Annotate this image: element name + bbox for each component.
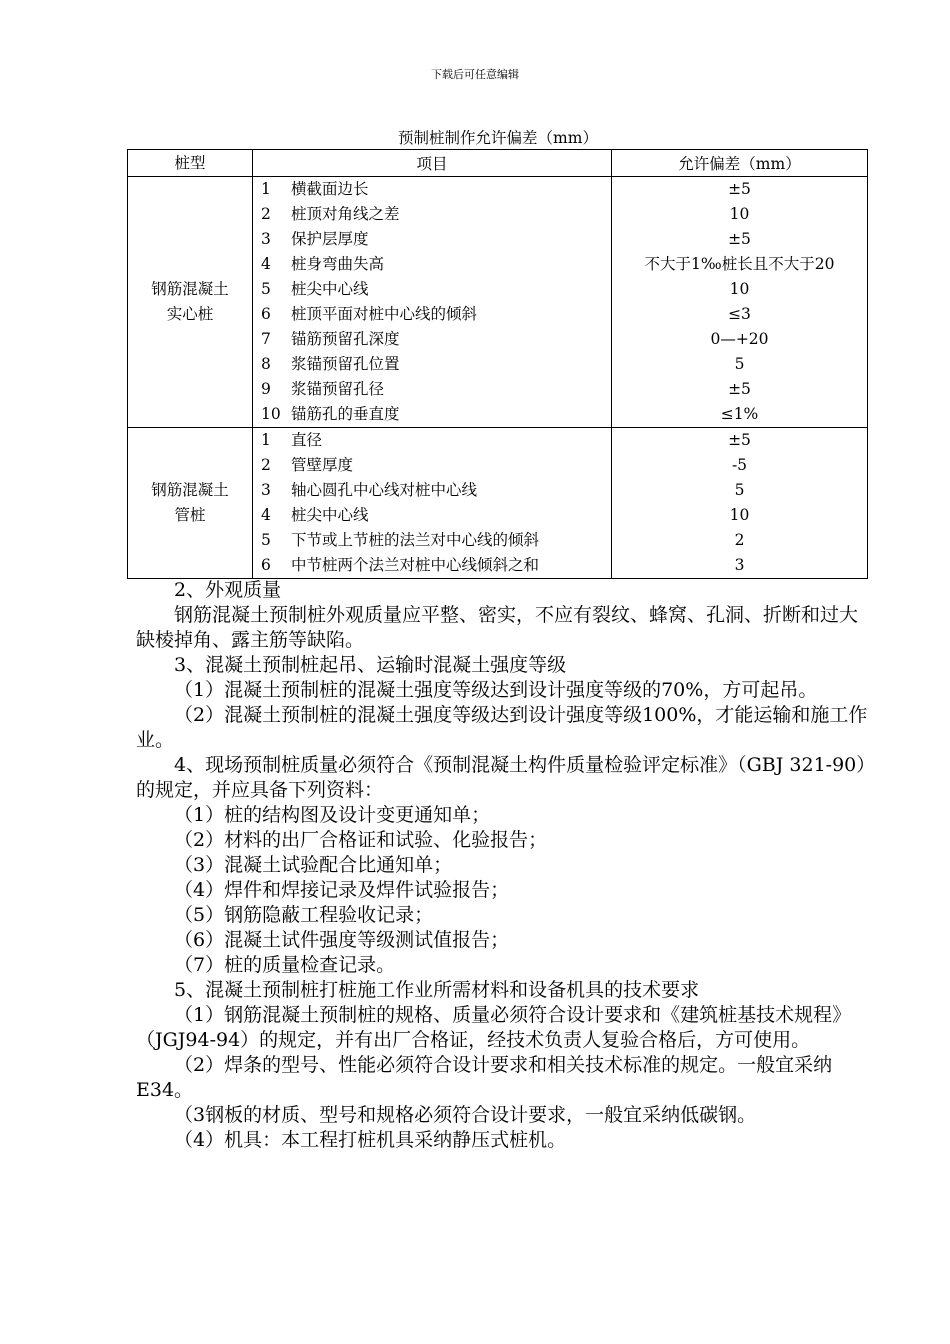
item-text: 管壁厚度 xyxy=(291,456,354,474)
item-row xyxy=(261,377,611,402)
tolerance-value: -5 xyxy=(731,456,748,474)
header-pile-type: 桩型 xyxy=(128,150,253,177)
section-heading: 2、外观质量 xyxy=(174,579,282,601)
paragraph: （2）混凝土预制桩的混凝土强度等级达到设计强度等级100%，才能运输和施工作业。 xyxy=(136,704,868,751)
pile-type-line: 管桩 xyxy=(174,506,206,524)
item-row xyxy=(261,277,611,302)
paragraph: （1）钢筋混凝土预制桩的规格、质量必须符合设计要求和《建筑桩基技术规程》（JGJ94-94）的规定，并有出厂合格证，经技术负责人复验合格后，方可使用。 xyxy=(136,1004,852,1051)
tolerance-value: 10 xyxy=(729,280,750,298)
page-header: 下载后可任意编辑 xyxy=(431,68,519,81)
group-pipe-pile xyxy=(128,428,868,579)
tolerance-value: 10 xyxy=(729,205,750,223)
item-row xyxy=(261,528,611,553)
pile-type-cell xyxy=(128,428,253,579)
item-no: 4 xyxy=(261,255,271,273)
list-item: （4）焊件和焊接记录及焊件试验报告； xyxy=(174,879,510,901)
header-tolerance: 允许偏差（mm） xyxy=(612,150,868,177)
item-text: 桩身弯曲失高 xyxy=(291,255,385,273)
section-heading: 5、混凝土预制桩打桩施工作业所需材料和设备机具的技术要求 xyxy=(174,979,700,1001)
item-no: 10 xyxy=(261,405,281,423)
group-solid-pile xyxy=(128,177,868,428)
item-no: 3 xyxy=(261,481,271,499)
document-body xyxy=(136,578,876,1153)
item-row xyxy=(261,302,611,327)
tolerance-cell xyxy=(612,177,868,428)
list-item: （5）钢筋隐蔽工程验收记录； xyxy=(174,904,434,926)
item-text: 保护层厚度 xyxy=(291,230,369,248)
item-row xyxy=(261,202,611,227)
tolerance-value: ±5 xyxy=(728,380,751,398)
item-no: 4 xyxy=(261,506,271,524)
paragraph: （3钢板的材质、型号和规格必须符合设计要求，一般宜采纳低碳钢。 xyxy=(174,1104,757,1126)
item-row xyxy=(261,177,611,202)
item-row xyxy=(261,402,611,427)
item-row xyxy=(261,327,611,352)
deviation-table xyxy=(127,149,868,579)
item-row xyxy=(261,553,611,578)
paragraph: （4）机具：本工程打桩机具采纳静压式桩机。 xyxy=(174,1129,567,1151)
item-no: 5 xyxy=(261,280,271,298)
item-text: 桩顶平面对桩中心线的倾斜 xyxy=(291,305,478,323)
item-no: 1 xyxy=(261,431,271,449)
tolerance-value: ±5 xyxy=(728,230,751,248)
item-text: 下节或上节桩的法兰对中心线的倾斜 xyxy=(291,531,540,549)
item-no: 3 xyxy=(261,230,271,248)
tolerance-value: ≤3 xyxy=(728,305,751,323)
pile-type-line: 钢筋混凝土 xyxy=(151,280,229,298)
item-no: 2 xyxy=(261,205,271,223)
item-text: 中节桩两个法兰对桩中心线倾斜之和 xyxy=(291,556,540,574)
table-header-row xyxy=(128,150,868,177)
item-no: 8 xyxy=(261,355,271,373)
tolerance-value: 5 xyxy=(734,481,745,499)
item-no: 1 xyxy=(261,180,271,198)
item-text: 桩尖中心线 xyxy=(291,280,369,298)
pile-type-line: 实心桩 xyxy=(166,305,214,323)
table-caption: 预制桩制作允许偏差（mm） xyxy=(398,129,598,147)
item-no: 6 xyxy=(261,556,271,574)
list-item: （7）桩的质量检查记录。 xyxy=(174,954,396,976)
paragraph: （2）焊条的型号、性能必须符合设计要求和相关技术标准的规定。一般宜采纳E34。 xyxy=(136,1054,833,1101)
item-no: 7 xyxy=(261,330,271,348)
item-text: 锚筋预留孔深度 xyxy=(291,330,400,348)
tolerance-value: ±5 xyxy=(728,180,751,198)
item-text: 横截面边长 xyxy=(291,180,369,198)
tolerance-value: 0—+20 xyxy=(710,330,769,348)
item-cell xyxy=(253,177,612,428)
section-heading: 3、混凝土预制桩起吊、运输时混凝土强度等级 xyxy=(174,654,567,676)
item-row xyxy=(261,428,611,453)
header-item: 项目 xyxy=(253,150,612,177)
item-text: 浆锚预留孔位置 xyxy=(291,355,400,373)
tolerance-cell xyxy=(612,428,868,579)
list-item: （6）混凝土试件强度等级测试值报告； xyxy=(174,929,510,951)
item-no: 5 xyxy=(261,531,271,549)
list-item: （2）材料的出厂合格证和试验、化验报告； xyxy=(174,829,548,851)
item-row xyxy=(261,453,611,478)
paragraph: 4、现场预制桩质量必须符合《预制混凝土构件质量检验评定标准》（GBJ 321-90）的规定，并应具备下列资料： xyxy=(136,754,876,801)
item-row xyxy=(261,352,611,377)
item-text: 桩尖中心线 xyxy=(291,506,369,524)
item-no: 2 xyxy=(261,456,271,474)
tolerance-value: 不大于1‰桩长且不大于20 xyxy=(644,255,835,273)
item-text: 轴心圆孔中心线对桩中心线 xyxy=(291,481,478,499)
list-item: （1）桩的结构图及设计变更通知单； xyxy=(174,804,491,826)
item-row xyxy=(261,478,611,503)
tolerance-value: ≤1% xyxy=(720,405,759,423)
tolerance-value: 3 xyxy=(734,556,745,574)
item-text: 锚筋孔的垂直度 xyxy=(291,405,400,423)
pile-type-line: 钢筋混凝土 xyxy=(151,481,229,499)
item-text: 浆锚预留孔径 xyxy=(291,380,385,398)
item-row xyxy=(261,252,611,277)
pile-type-cell xyxy=(128,177,253,428)
item-text: 桩顶对角线之差 xyxy=(291,205,400,223)
paragraph: 钢筋混凝土预制桩外观质量应平整、密实，不应有裂纹、蜂窝、孔洞、折断和过大缺棱掉角、露主筋等缺陷。 xyxy=(136,604,859,651)
item-no: 6 xyxy=(261,305,271,323)
list-item: （3）混凝土试验配合比通知单； xyxy=(174,854,453,876)
tolerance-value: 10 xyxy=(729,506,750,524)
item-no: 9 xyxy=(261,380,271,398)
tolerance-value: 5 xyxy=(734,355,745,373)
tolerance-value: 2 xyxy=(734,531,745,549)
item-cell xyxy=(253,428,612,579)
tolerance-value: ±5 xyxy=(728,431,751,449)
paragraph: （1）混凝土预制桩的混凝土强度等级达到设计强度等级的70%，方可起吊。 xyxy=(174,679,818,701)
item-row xyxy=(261,503,611,528)
item-row xyxy=(261,227,611,252)
item-text: 直径 xyxy=(291,431,323,449)
